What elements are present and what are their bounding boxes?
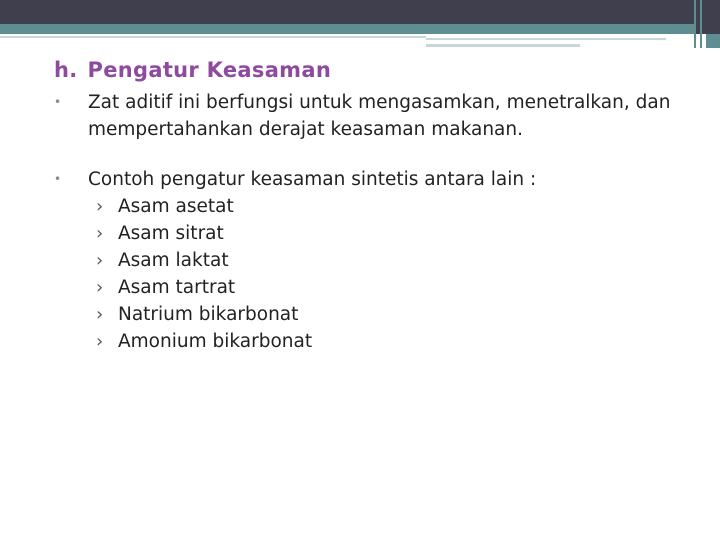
title-text: Pengatur Keasaman [87, 58, 332, 82]
sub-item-text: Asam laktat [118, 250, 229, 271]
bullet-item [54, 166, 694, 355]
header-corner-stripe [694, 0, 696, 48]
sub-list-item [54, 220, 694, 247]
header-bar-teal [0, 24, 720, 34]
bullet-text: Contoh pengatur keasaman sintetis antara lain : [88, 169, 537, 190]
bullet-marker: • [54, 95, 62, 109]
sub-list-item [54, 247, 694, 274]
bullet-text: Zat aditif ini berfungsi untuk mengasamkan, menetralkan, dan mempertahankan derajat keasaman makanan. [88, 92, 671, 140]
slide-title [54, 58, 331, 82]
sub-list-item [54, 301, 694, 328]
header-rule [426, 44, 580, 47]
sub-item-text: Asam tartrat [118, 277, 236, 298]
header-bar-dark [0, 0, 720, 24]
sub-item-text: Natrium bikarbonat [118, 304, 299, 325]
sub-marker: › [96, 331, 104, 352]
sub-list-item [54, 193, 694, 220]
sub-marker: › [96, 196, 104, 217]
sub-marker: › [96, 250, 104, 271]
bullet-marker: • [54, 172, 62, 186]
sub-list-item [54, 274, 694, 301]
sub-marker: › [96, 277, 104, 298]
sub-list [54, 193, 694, 355]
header-corner-stripe [700, 0, 702, 48]
header-rule [0, 36, 426, 38]
title-prefix: h. [54, 58, 78, 82]
sub-list-item [54, 328, 694, 355]
header-corner-accent [706, 34, 720, 48]
sub-marker: › [96, 223, 104, 244]
sub-item-text: Amonium bikarbonat [118, 331, 313, 352]
bullet-item [54, 89, 694, 143]
sub-item-text: Asam sitrat [118, 223, 224, 244]
header-rule [426, 38, 666, 40]
header-corner-block [694, 0, 720, 34]
sub-marker: › [96, 304, 104, 325]
sub-item-text: Asam asetat [118, 196, 234, 217]
